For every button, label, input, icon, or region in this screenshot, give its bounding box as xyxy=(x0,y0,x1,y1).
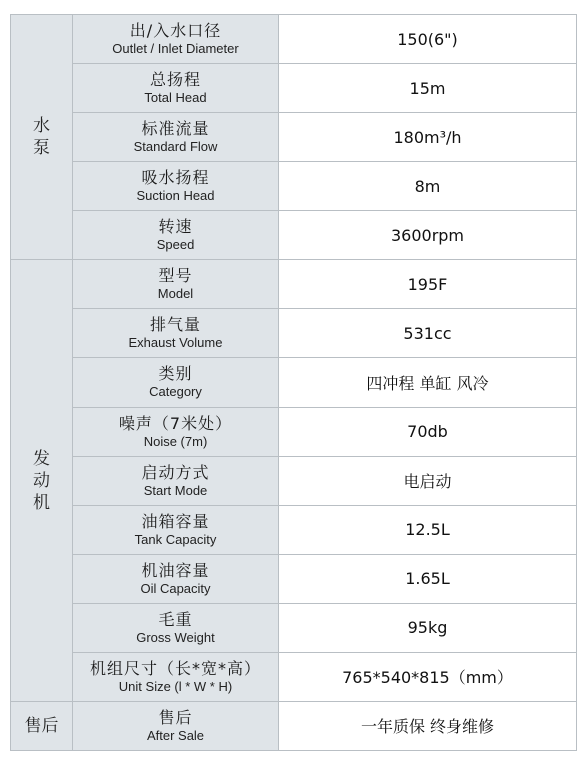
spec-value: 180m³/h xyxy=(279,113,577,162)
spec-label: 机组尺寸（长*宽*高） Unit Size (l * W * H) xyxy=(73,652,279,701)
table-row xyxy=(11,211,577,260)
spec-label: 售后 After Sale xyxy=(73,701,279,750)
spec-value: 四冲程 单缸 风冷 xyxy=(279,358,577,407)
table-row xyxy=(11,358,577,407)
table-row xyxy=(11,701,577,750)
table-row xyxy=(11,309,577,358)
spec-value: 95kg xyxy=(279,603,577,652)
spec-table xyxy=(10,14,577,751)
spec-value: 一年质保 终身维修 xyxy=(279,701,577,750)
spec-label: 毛重 Gross Weight xyxy=(73,603,279,652)
table-row xyxy=(11,15,577,64)
table-row xyxy=(11,113,577,162)
spec-label: 总扬程 Total Head xyxy=(73,64,279,113)
spec-value: 150(6") xyxy=(279,15,577,64)
spec-value: 531cc xyxy=(279,309,577,358)
table-row xyxy=(11,64,577,113)
group-label-pump: 水泵 xyxy=(11,15,73,260)
spec-value: 765*540*815（mm） xyxy=(279,652,577,701)
table-row xyxy=(11,407,577,456)
table-row xyxy=(11,456,577,505)
table-row xyxy=(11,603,577,652)
spec-label: 排气量 Exhaust Volume xyxy=(73,309,279,358)
table-row xyxy=(11,505,577,554)
spec-value: 15m xyxy=(279,64,577,113)
table-row xyxy=(11,260,577,309)
spec-label: 标准流量 Standard Flow xyxy=(73,113,279,162)
spec-label: 噪声（7米处） Noise (7m) xyxy=(73,407,279,456)
spec-label: 机油容量 Oil Capacity xyxy=(73,554,279,603)
spec-label: 型号 Model xyxy=(73,260,279,309)
table-row xyxy=(11,652,577,701)
table-row xyxy=(11,162,577,211)
spec-value: 3600rpm xyxy=(279,211,577,260)
spec-value: 电启动 xyxy=(279,456,577,505)
spec-label: 启动方式 Start Mode xyxy=(73,456,279,505)
spec-value: 195F xyxy=(279,260,577,309)
spec-value: 70db xyxy=(279,407,577,456)
group-label-engine: 发动机 xyxy=(11,260,73,702)
spec-label: 吸水扬程 Suction Head xyxy=(73,162,279,211)
group-label-service: 售后 xyxy=(11,701,73,750)
spec-value: 12.5L xyxy=(279,505,577,554)
spec-label: 转速 Speed xyxy=(73,211,279,260)
spec-label: 类别 Category xyxy=(73,358,279,407)
spec-label: 油箱容量 Tank Capacity xyxy=(73,505,279,554)
spec-label: 出/入水口径 Outlet / Inlet Diameter xyxy=(73,15,279,64)
table-row xyxy=(11,554,577,603)
spec-value: 8m xyxy=(279,162,577,211)
spec-value: 1.65L xyxy=(279,554,577,603)
